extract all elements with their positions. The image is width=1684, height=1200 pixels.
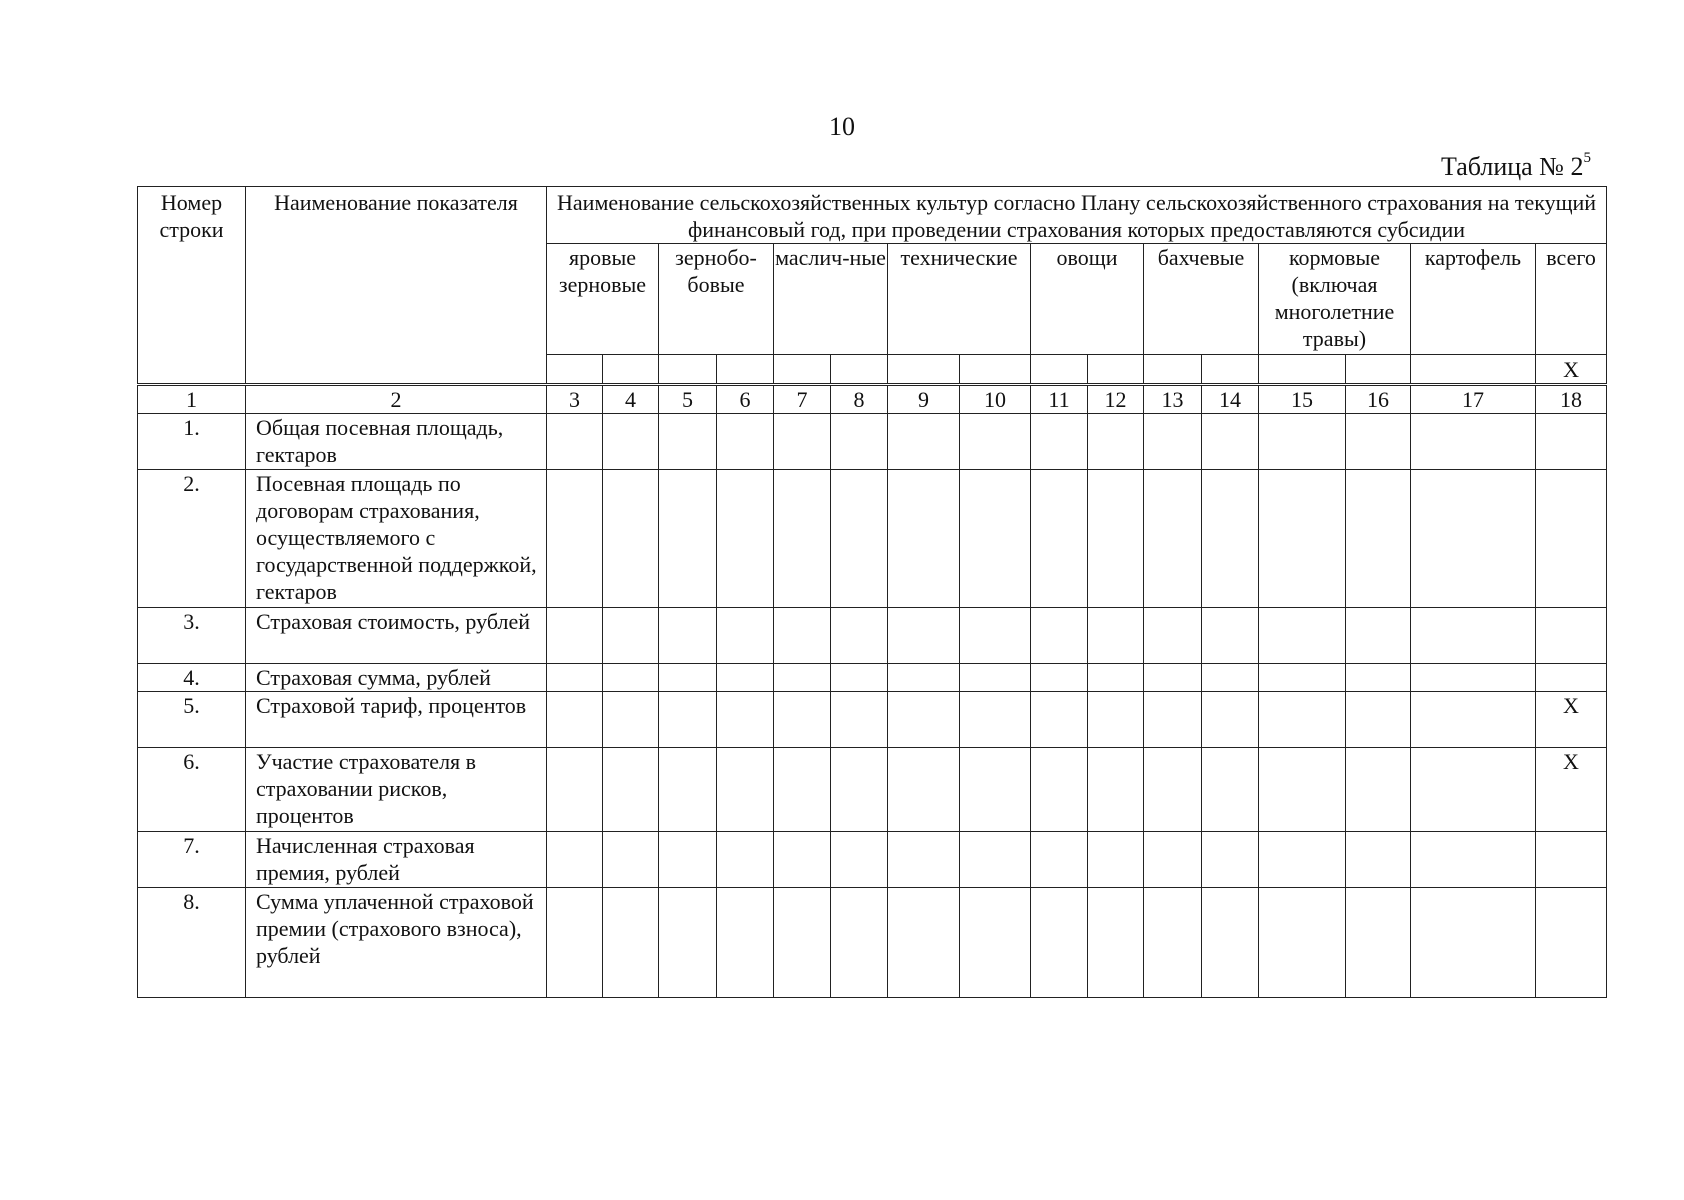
value-cell[interactable] [1202, 832, 1259, 888]
value-cell[interactable] [1411, 748, 1536, 832]
value-cell[interactable] [1031, 832, 1088, 888]
value-cell[interactable] [1088, 748, 1144, 832]
row-number: 2. [138, 470, 246, 608]
value-cell[interactable] [1144, 414, 1202, 470]
table-row [138, 608, 1607, 664]
value-cell[interactable] [1202, 470, 1259, 608]
header-subcell [1259, 355, 1346, 384]
value-cell[interactable] [831, 470, 888, 608]
row-number: 8. [138, 888, 246, 998]
value-cell[interactable] [1088, 888, 1144, 998]
value-cell[interactable] [888, 664, 960, 692]
value-cell[interactable] [888, 414, 960, 470]
value-cell[interactable] [659, 832, 717, 888]
value-cell[interactable] [1031, 608, 1088, 664]
value-cell[interactable] [831, 664, 888, 692]
value-cell[interactable] [1031, 888, 1088, 998]
table-caption-text: Таблица № 2 [1440, 152, 1584, 181]
row-label: Начисленная страховая премия, рублей [246, 832, 547, 888]
header-indicator-name: Наименование показателя [246, 187, 547, 384]
value-cell[interactable] [1144, 888, 1202, 998]
value-cell[interactable] [659, 748, 717, 832]
value-cell[interactable] [659, 608, 717, 664]
value-cell[interactable] [831, 888, 888, 998]
header-crop-oilseeds: маслич-ные [774, 244, 888, 355]
value-cell[interactable] [547, 470, 603, 608]
value-cell[interactable] [960, 608, 1031, 664]
row-number: 7. [138, 832, 246, 888]
header-subcell [659, 355, 717, 384]
value-cell[interactable] [1202, 414, 1259, 470]
row-label: Страховая стоимость, рублей [246, 608, 547, 664]
row-total-cell[interactable]: X [1536, 748, 1607, 832]
value-cell[interactable] [1411, 608, 1536, 664]
value-cell[interactable] [1144, 608, 1202, 664]
value-cell[interactable] [1031, 664, 1088, 692]
value-cell[interactable] [1088, 664, 1144, 692]
value-cell[interactable] [1411, 414, 1536, 470]
table-body [137, 385, 1607, 998]
column-number-cell: 10 [960, 386, 1031, 414]
value-cell[interactable] [1411, 470, 1536, 608]
value-cell[interactable] [1259, 748, 1346, 832]
column-number-cell: 11 [1031, 386, 1088, 414]
value-cell[interactable] [603, 748, 659, 832]
value-cell[interactable] [1031, 692, 1088, 748]
row-label: Участие страхователя в страховании рисков, процентов [246, 748, 547, 832]
header-subcell [774, 355, 831, 384]
value-cell[interactable] [1411, 832, 1536, 888]
value-cell[interactable] [1144, 470, 1202, 608]
value-cell[interactable] [1346, 470, 1411, 608]
column-number-cell: 2 [246, 386, 547, 414]
value-cell[interactable] [603, 832, 659, 888]
value-cell[interactable] [960, 692, 1031, 748]
header-subcell [831, 355, 888, 384]
value-cell[interactable] [1144, 748, 1202, 832]
value-cell[interactable] [1144, 664, 1202, 692]
value-cell[interactable] [831, 832, 888, 888]
table-row [138, 748, 1607, 832]
table-row [138, 888, 1607, 998]
value-cell[interactable] [831, 608, 888, 664]
header-subcell [1144, 355, 1202, 384]
column-number-cell: 4 [603, 386, 659, 414]
header-subcell [1088, 355, 1144, 384]
value-cell[interactable] [888, 692, 960, 748]
value-cell[interactable] [659, 888, 717, 998]
value-cell[interactable] [774, 748, 831, 832]
column-number-cell: 6 [717, 386, 774, 414]
value-cell[interactable] [1411, 692, 1536, 748]
value-cell[interactable] [831, 414, 888, 470]
value-cell[interactable] [888, 888, 960, 998]
value-cell[interactable] [1031, 470, 1088, 608]
value-cell[interactable] [888, 608, 960, 664]
column-number-cell: 17 [1411, 386, 1536, 414]
value-cell[interactable] [960, 748, 1031, 832]
value-cell[interactable] [1202, 692, 1259, 748]
value-cell[interactable] [888, 832, 960, 888]
row-label: Страховая сумма, рублей [246, 664, 547, 692]
header-subcell [547, 355, 603, 384]
table-caption [1441, 152, 1591, 182]
header-crop-legumes: зернобо-бовые [659, 244, 774, 355]
table-row [138, 692, 1607, 748]
value-cell[interactable] [659, 414, 717, 470]
value-cell[interactable] [960, 888, 1031, 998]
value-cell[interactable] [1259, 664, 1346, 692]
value-cell[interactable] [1202, 748, 1259, 832]
value-cell[interactable] [774, 832, 831, 888]
column-number-cell: 8 [831, 386, 888, 414]
column-number-cell: 16 [1346, 386, 1411, 414]
header-crop-melons: бахчевые [1144, 244, 1259, 355]
value-cell[interactable] [547, 414, 603, 470]
column-number-cell: 18 [1536, 386, 1607, 414]
column-number-cell: 15 [1259, 386, 1346, 414]
value-cell[interactable] [774, 470, 831, 608]
value-cell[interactable] [717, 692, 774, 748]
value-cell[interactable] [888, 470, 960, 608]
row-total-cell[interactable] [1536, 470, 1607, 608]
header-subcell [1031, 355, 1088, 384]
value-cell[interactable] [960, 664, 1031, 692]
header-subcell [603, 355, 659, 384]
value-cell[interactable] [659, 664, 717, 692]
row-total-cell[interactable] [1536, 664, 1607, 692]
value-cell[interactable] [1346, 748, 1411, 832]
value-cell[interactable] [603, 664, 659, 692]
value-cell[interactable] [774, 414, 831, 470]
value-cell[interactable] [960, 470, 1031, 608]
table-caption-footnote-mark: 5 [1583, 150, 1591, 167]
value-cell[interactable] [960, 414, 1031, 470]
value-cell[interactable] [1346, 888, 1411, 998]
header-crop-spring-grain: яровые зерновые [547, 244, 659, 355]
column-number-cell: 3 [547, 386, 603, 414]
row-total-cell[interactable] [1536, 832, 1607, 888]
header-crop-vegetables: овощи [1031, 244, 1144, 355]
row-label: Общая посевная площадь, гектаров [246, 414, 547, 470]
value-cell[interactable] [1259, 692, 1346, 748]
row-total-cell[interactable] [1536, 414, 1607, 470]
value-cell[interactable] [717, 888, 774, 998]
row-number: 5. [138, 692, 246, 748]
header-subcell [1346, 355, 1411, 384]
data-rows [138, 414, 1607, 998]
value-cell[interactable] [1346, 414, 1411, 470]
value-cell[interactable] [1411, 888, 1536, 998]
row-number: 4. [138, 664, 246, 692]
value-cell[interactable] [603, 414, 659, 470]
value-cell[interactable] [717, 608, 774, 664]
value-cell[interactable] [1259, 414, 1346, 470]
value-cell[interactable] [1259, 888, 1346, 998]
header-subcell [1411, 355, 1536, 384]
value-cell[interactable] [831, 692, 888, 748]
value-cell[interactable] [603, 470, 659, 608]
value-cell[interactable] [1144, 832, 1202, 888]
header-subcell [1202, 355, 1259, 384]
column-number-cell: 1 [138, 386, 246, 414]
value-cell[interactable] [603, 888, 659, 998]
value-cell[interactable] [1088, 470, 1144, 608]
value-cell[interactable] [1346, 692, 1411, 748]
value-cell[interactable] [960, 832, 1031, 888]
header-crop-total: всего [1536, 244, 1607, 355]
value-cell[interactable] [659, 470, 717, 608]
value-cell[interactable] [1346, 664, 1411, 692]
table-header [137, 186, 1607, 384]
value-cell[interactable] [1259, 608, 1346, 664]
column-number-cell: 7 [774, 386, 831, 414]
row-label: Страховой тариф, процентов [246, 692, 547, 748]
value-cell[interactable] [1031, 414, 1088, 470]
column-number-cell: 13 [1144, 386, 1202, 414]
value-cell[interactable] [774, 888, 831, 998]
value-cell[interactable] [1411, 664, 1536, 692]
value-cell[interactable] [1346, 608, 1411, 664]
column-number-cell: 5 [659, 386, 717, 414]
value-cell[interactable] [547, 748, 603, 832]
value-cell[interactable] [547, 608, 603, 664]
page-number: 10 [829, 112, 855, 141]
column-number-cell: 14 [1202, 386, 1259, 414]
value-cell[interactable] [547, 692, 603, 748]
row-number: 6. [138, 748, 246, 832]
value-cell[interactable] [774, 692, 831, 748]
header-crop-fodder: кормовые (включая многолетние травы) [1259, 244, 1411, 355]
header-row-number: Номер строки [138, 187, 246, 384]
table-row [138, 470, 1607, 608]
header-subcell [888, 355, 960, 384]
value-cell[interactable] [774, 664, 831, 692]
table-row [138, 414, 1607, 470]
value-cell[interactable] [1088, 414, 1144, 470]
table-row [138, 832, 1607, 888]
value-cell[interactable] [888, 748, 960, 832]
value-cell[interactable] [717, 748, 774, 832]
row-total-cell[interactable] [1536, 888, 1607, 998]
value-cell[interactable] [1088, 692, 1144, 748]
value-cell[interactable] [1202, 608, 1259, 664]
value-cell[interactable] [547, 664, 603, 692]
header-subcell [717, 355, 774, 384]
value-cell[interactable] [603, 608, 659, 664]
value-cell[interactable] [1259, 832, 1346, 888]
row-number: 1. [138, 414, 246, 470]
value-cell[interactable] [1259, 470, 1346, 608]
row-label: Посевная площадь по договорам страхования, осуществляемого с государственной поддержкой, гектаров [246, 470, 547, 608]
value-cell[interactable] [717, 470, 774, 608]
value-cell[interactable] [1202, 664, 1259, 692]
value-cell[interactable] [547, 832, 603, 888]
value-cell[interactable] [774, 608, 831, 664]
header-total-mark: X [1536, 355, 1607, 384]
row-label: Сумма уплаченной страховой премии (страхового взноса), рублей [246, 888, 547, 998]
value-cell[interactable] [831, 748, 888, 832]
column-number-row [138, 386, 1607, 414]
value-cell[interactable] [1346, 832, 1411, 888]
value-cell[interactable] [1088, 608, 1144, 664]
row-total-cell[interactable]: X [1536, 692, 1607, 748]
row-number: 3. [138, 608, 246, 664]
header-crop-potatoes: картофель [1411, 244, 1536, 355]
value-cell[interactable] [717, 664, 774, 692]
header-crop-industrial: технические [888, 244, 1031, 355]
value-cell[interactable] [547, 888, 603, 998]
column-number-cell: 9 [888, 386, 960, 414]
table-row [138, 664, 1607, 692]
value-cell[interactable] [1144, 692, 1202, 748]
value-cell[interactable] [717, 414, 774, 470]
row-total-cell[interactable] [1536, 608, 1607, 664]
value-cell[interactable] [1031, 748, 1088, 832]
header-subcell [960, 355, 1031, 384]
value-cell[interactable] [1088, 832, 1144, 888]
column-number-cell: 12 [1088, 386, 1144, 414]
value-cell[interactable] [603, 692, 659, 748]
header-crops-title: Наименование сельскохозяйственных культур согласно Плану сельскохозяйственного страхования на текущий финансовый год, при проведении страхования которых предоставляются субсидии [547, 187, 1607, 244]
value-cell[interactable] [659, 692, 717, 748]
value-cell[interactable] [717, 832, 774, 888]
value-cell[interactable] [1202, 888, 1259, 998]
